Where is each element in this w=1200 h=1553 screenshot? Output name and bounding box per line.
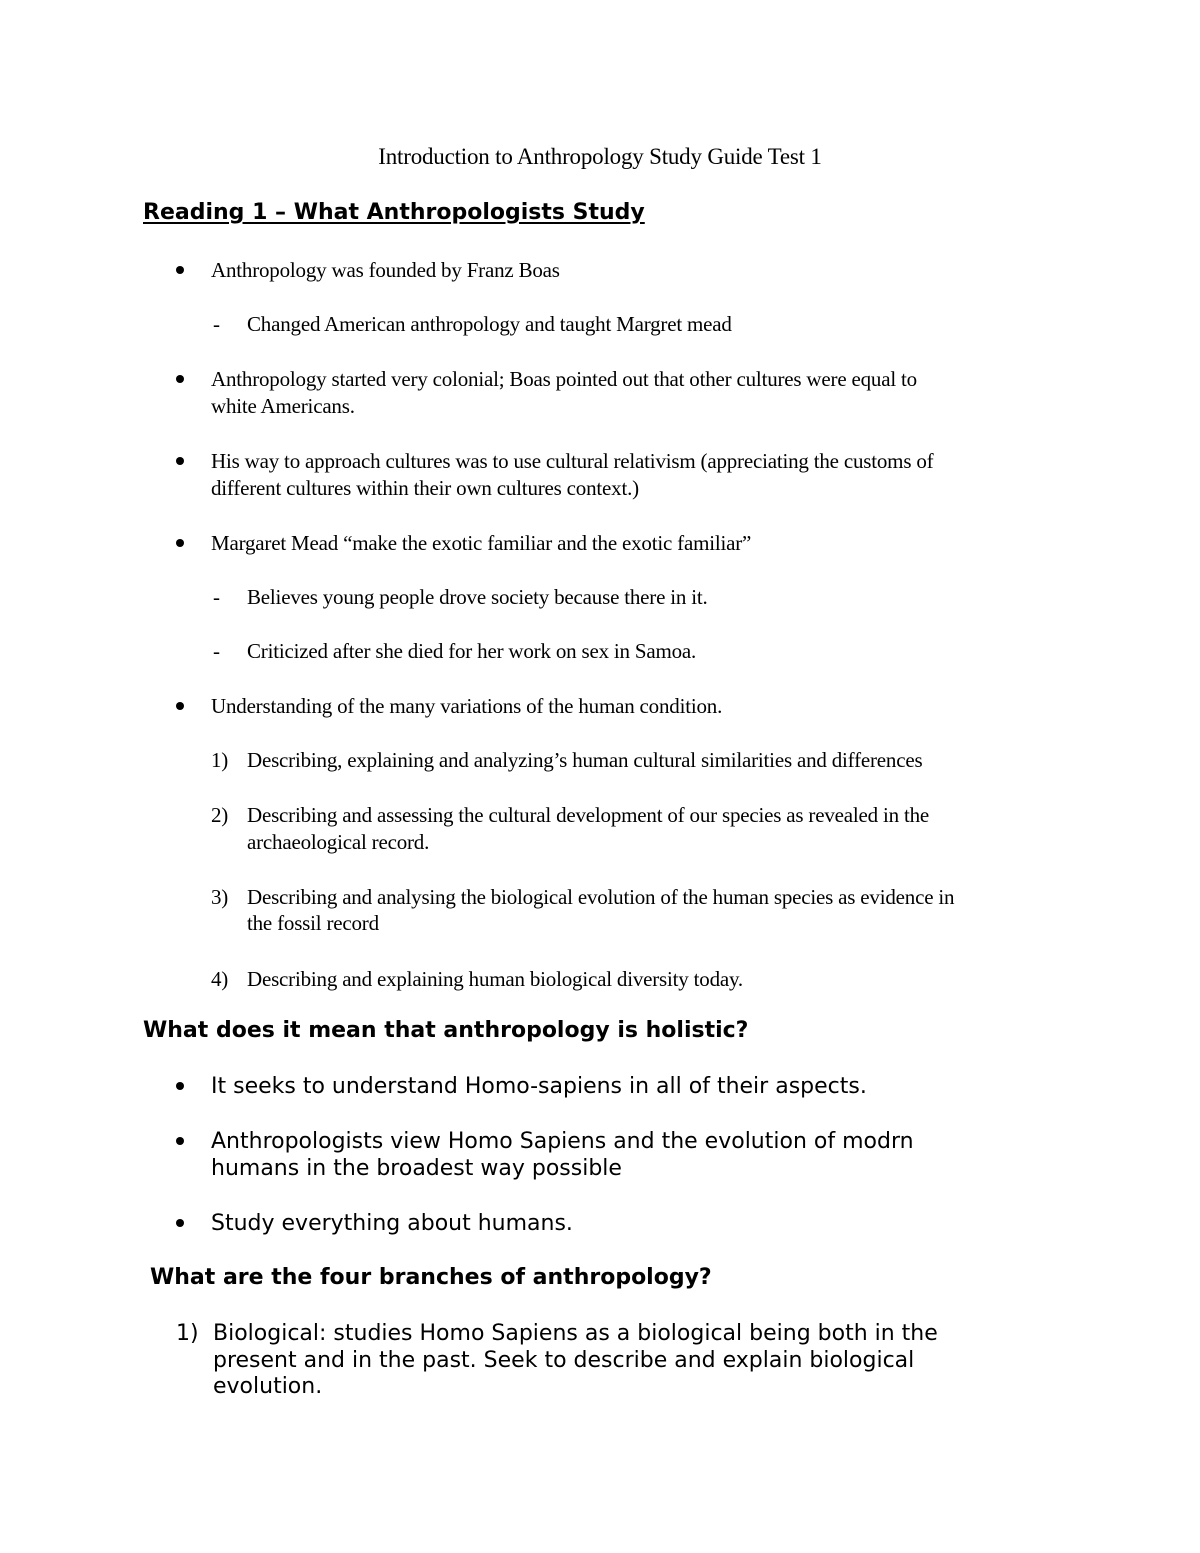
list-item-continuation: archaeological record.	[247, 830, 430, 854]
list-item: Anthropology started very colonial; Boas pointed out that other cultures were equal to	[211, 367, 917, 391]
list-item-continuation: the fossil record	[247, 911, 379, 935]
bullet-icon	[176, 375, 184, 383]
list-item-continuation: humans in the broadest way possible	[211, 1156, 622, 1181]
list-item: Describing, explaining and analyzing’s human cultural similarities and differences	[247, 748, 923, 772]
number-marker: 1)	[176, 1321, 199, 1346]
number-marker: 3)	[211, 885, 229, 909]
bullet-icon	[176, 539, 184, 547]
list-item: Believes young people drove society because there in it.	[247, 585, 708, 609]
list-item: Describing and analysing the biological evolution of the human species as evidence in	[247, 885, 955, 909]
bullet-icon	[176, 1219, 184, 1227]
bullet-icon	[176, 1137, 184, 1145]
list-item-continuation: different cultures within their own cultures context.)	[211, 476, 639, 500]
list-item: Biological: studies Homo Sapiens as a biological being both in the	[213, 1321, 938, 1346]
list-item: Describing and explaining human biological diversity today.	[247, 967, 743, 991]
list-item: Describing and assessing the cultural development of our species as revealed in the	[247, 803, 930, 827]
list-item: Study everything about humans.	[211, 1211, 573, 1236]
list-item: Anthropologists view Homo Sapiens and the evolution of modrn	[211, 1129, 914, 1154]
dash-marker: -	[213, 312, 220, 336]
number-marker: 2)	[211, 803, 229, 827]
list-item-continuation: present and in the past. Seek to describe and explain biological	[213, 1348, 915, 1373]
list-item: His way to approach cultures was to use cultural relativism (appreciating the customs of	[211, 449, 934, 473]
dash-marker: -	[213, 585, 220, 609]
list-item-continuation: white Americans.	[211, 394, 355, 418]
list-item-continuation: evolution.	[213, 1374, 323, 1399]
bullet-icon	[176, 266, 184, 274]
holistic-heading: What does it mean that anthropology is holistic?	[143, 1018, 749, 1043]
list-item: Anthropology was founded by Franz Boas	[211, 258, 560, 282]
list-item: Criticized after she died for her work on sex in Samoa.	[247, 639, 697, 663]
list-item: Changed American anthropology and taught Margret mead	[247, 312, 732, 336]
bullet-icon	[176, 702, 184, 710]
branches-heading: What are the four branches of anthropology?	[150, 1265, 712, 1290]
number-marker: 1)	[211, 748, 229, 772]
number-marker: 4)	[211, 967, 229, 991]
list-item: Understanding of the many variations of the human condition.	[211, 694, 723, 718]
list-item: Margaret Mead “make the exotic familiar and the exotic familiar”	[211, 531, 752, 555]
bullet-icon	[176, 1082, 184, 1090]
list-item: It seeks to understand Homo-sapiens in all of their aspects.	[211, 1074, 867, 1099]
document-title: Introduction to Anthropology Study Guide Test 1	[378, 144, 822, 169]
reading1-heading: Reading 1 – What Anthropologists Study	[143, 200, 645, 225]
dash-marker: -	[213, 639, 220, 663]
bullet-icon	[176, 457, 184, 465]
